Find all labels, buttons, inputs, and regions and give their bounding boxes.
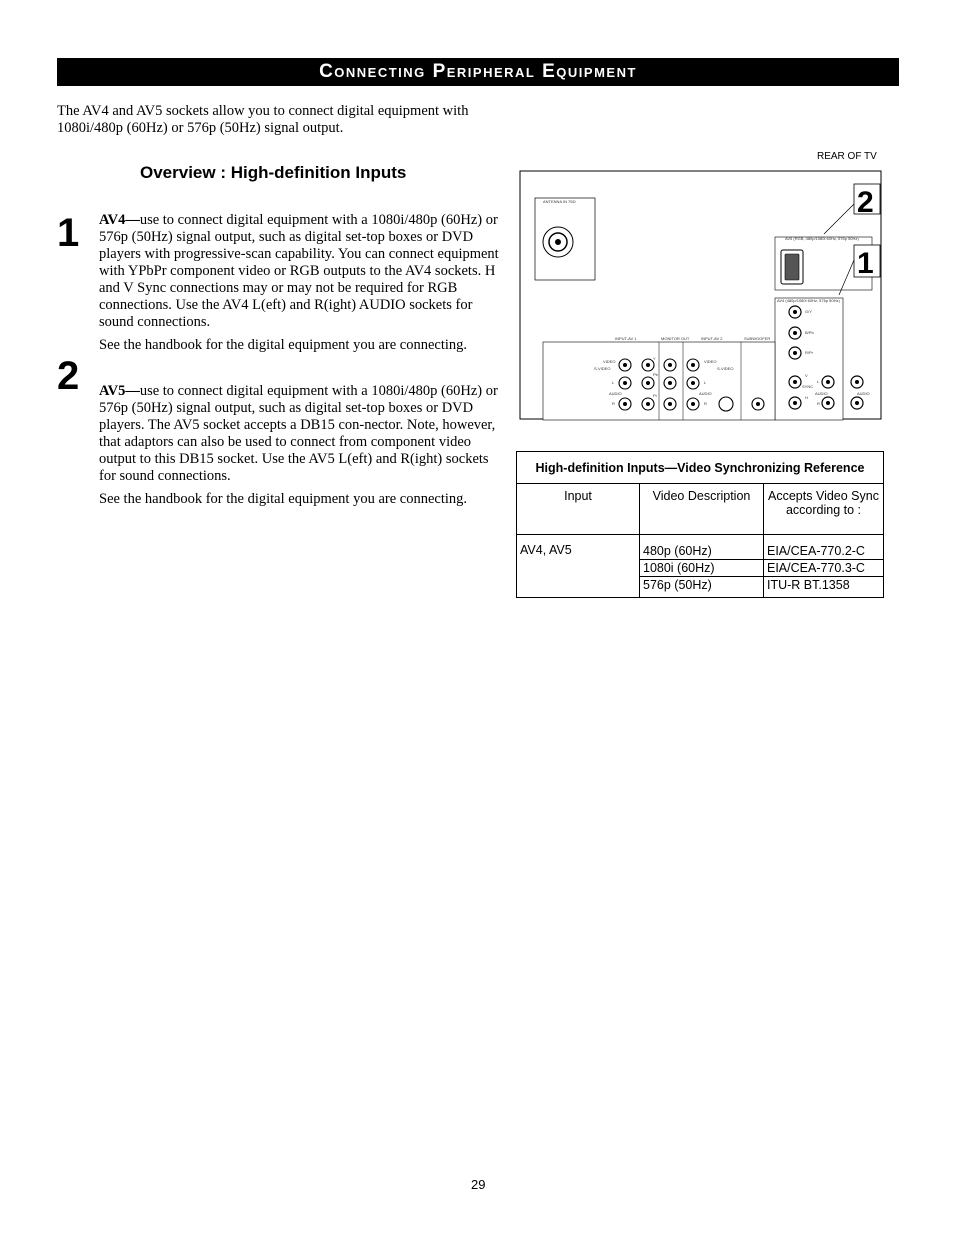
header-input: Input — [517, 484, 640, 535]
diagram-caption: REAR OF TV — [817, 151, 877, 162]
input-cell: AV4, AV5 — [517, 535, 640, 598]
antenna-label: ANTENNA IN 75Ω — [543, 199, 576, 204]
step-number-1: 1 — [57, 211, 80, 255]
callout-1: 1 — [857, 247, 874, 280]
row-576p-standard: ITU-R BT.1358 — [764, 577, 884, 598]
label-pr: Pr — [653, 393, 657, 398]
intro-paragraph: The AV4 and AV5 sockets allow you to connect digital equipment with 1080i/480p (60Hz) or 576p (50Hz) signal output. — [57, 103, 469, 136]
header-accepts-sync: Accepts Video Sync according to : — [764, 484, 884, 535]
av5-label: AV5 (RGB, 480p/1080i 60Hz, 576p 50Hz) — [785, 236, 859, 241]
label-r-pr: R/Pr — [805, 350, 813, 355]
label-av1-video: VIDEO — [603, 359, 616, 364]
label-av1-r: R — [612, 401, 615, 406]
callout-2: 2 — [857, 186, 874, 219]
sync-reference-table — [516, 451, 884, 598]
table-caption: High-definition Inputs—Video Synchronizing Reference — [517, 452, 884, 484]
label-av2-svideo: S-VIDEO — [717, 366, 734, 371]
section-monitor-out: MONITOR OUT — [661, 336, 690, 341]
label-av2-audio: AUDIO — [699, 391, 712, 396]
step-2-text — [99, 383, 505, 485]
step-1-description: use to connect digital equipment with a 1080i/480p (60Hz) or 576p (50Hz) signal output, such as digital set-top boxes or DVD players with progressive-scan capability. You can connect equipment with YPbPr component video or RGB outputs to the AV4 sockets. H and V Sync connections may or may not be required for RGB connections. Use the AV4 L(eft) and R(ight) AUDIO sockets for sound connections. — [99, 212, 499, 330]
label-sync: SYNC — [802, 384, 814, 389]
step-1-body — [99, 212, 505, 354]
page-title: Connecting Peripheral Equipment — [57, 58, 899, 86]
label-g-y: G/Y — [805, 309, 812, 314]
section-av2: INPUT-AV 2 — [701, 336, 723, 341]
step-1-lead: AV4— — [99, 212, 140, 228]
db15-connector — [785, 254, 799, 280]
av4-label: AV4 (480p/1080i 60Hz, 576p 50Hz) — [777, 298, 840, 303]
step-number-2: 2 — [57, 354, 80, 398]
label-av5-audio: AUDIO — [857, 391, 870, 396]
label-av1-svideo: S-VIDEO — [594, 366, 611, 371]
step-2-body — [99, 383, 505, 508]
section-av1: INPUT-AV 1 — [615, 336, 637, 341]
antenna-box — [535, 198, 595, 280]
label-v: V — [805, 373, 808, 378]
label-av1-l: L — [612, 380, 615, 385]
label-av2-r: R — [704, 401, 707, 406]
section-subwoofer: SUBWOOFER — [744, 336, 771, 341]
row-1080i-standard: EIA/CEA-770.3-C — [764, 560, 884, 577]
label-h: H — [805, 395, 808, 400]
antenna-jack-pin — [555, 239, 561, 245]
label-b-pb: B/Pb — [805, 330, 814, 335]
step-2-description: use to connect digital equipment with a 1080i/480p (60Hz) or 576p (50Hz) signal output, such as digital set-top boxes or DVD players. The AV5 socket accepts a DB15 con-nector. Note, however, that adaptors can also be used to connect from component video output to this DB15 socket. Use the AV5 L(eft) and R(ight) sockets for sound connections. — [99, 383, 498, 484]
label-av4-audio: AUDIO — [815, 391, 828, 396]
label-av4-r: R — [817, 401, 820, 406]
step-1-note: See the handbook for the digital equipment you are connecting. — [99, 337, 468, 353]
rear-panel-diagram — [519, 170, 883, 422]
row-1080i-description: 1080i (60Hz) — [640, 560, 764, 577]
step-2-note: See the handbook for the digital equipment you are connecting. — [99, 491, 468, 507]
overview-heading: Overview : High-definition Inputs — [140, 163, 407, 182]
label-av1-audio: AUDIO — [609, 391, 622, 396]
page-number: 29 — [471, 1177, 486, 1192]
label-av2-video: VIDEO — [704, 359, 717, 364]
label-pb: Pb — [653, 372, 658, 377]
header-video-description: Video Description — [640, 484, 764, 535]
label-av2-l: L — [704, 380, 707, 385]
step-2-lead: AV5— — [99, 383, 140, 399]
row-480p-standard: EIA/CEA-770.2-C — [764, 535, 884, 560]
row-576p-description: 576p (50Hz) — [640, 577, 764, 598]
label-y: Y — [653, 356, 656, 361]
row-480p-description: 480p (60Hz) — [640, 535, 764, 560]
step-1-text — [99, 212, 505, 331]
label-av4-l: L — [817, 379, 820, 384]
